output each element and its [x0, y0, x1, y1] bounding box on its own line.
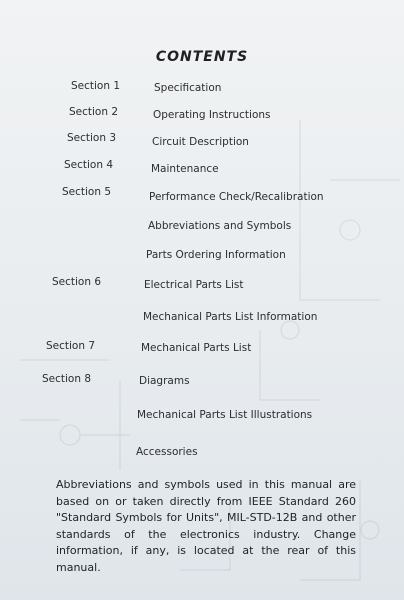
toc-item-diagrams: Diagrams	[139, 375, 190, 387]
toc-section-1: Section 1	[71, 80, 121, 92]
toc-section-5: Section 5	[62, 186, 112, 198]
toc-item-abbreviations-symbols: Abbreviations and Symbols	[148, 220, 292, 232]
toc-item-specification: Specification	[154, 82, 222, 94]
toc-item-accessories: Accessories	[136, 446, 198, 458]
toc-item-performance-check: Performance Check/Recalibration	[149, 191, 324, 203]
toc-section-3: Section 3	[67, 132, 117, 144]
toc-section-7: Section 7	[46, 340, 96, 352]
toc-section-6: Section 6	[52, 276, 102, 288]
toc-section-2: Section 2	[69, 106, 119, 118]
toc-item-mechanical-parts-list-information: Mechanical Parts List Information	[143, 311, 318, 323]
toc-item-electrical-parts-list: Electrical Parts List	[144, 279, 244, 291]
toc-item-parts-ordering: Parts Ordering Information	[146, 249, 286, 261]
page-title: CONTENTS	[155, 49, 249, 65]
standards-note: Abbreviations and symbols used in this manual are based on or taken directly from IEEE Standard 260 "Standard Symbols for Units", MIL-STD-12B and other standards of the electronics industry. Change information, if any, is located at the rear of this manual.	[56, 478, 356, 574]
toc-item-mechanical-parts-list-illustrations: Mechanical Parts List Illustrations	[137, 409, 313, 421]
toc-item-mechanical-parts-list: Mechanical Parts List	[141, 342, 252, 354]
toc-section-8: Section 8	[42, 373, 92, 385]
toc-item-operating-instructions: Operating Instructions	[153, 109, 271, 121]
toc-item-circuit-description: Circuit Description	[152, 136, 249, 148]
toc-item-maintenance: Maintenance	[151, 163, 219, 175]
toc-section-4: Section 4	[64, 159, 114, 171]
